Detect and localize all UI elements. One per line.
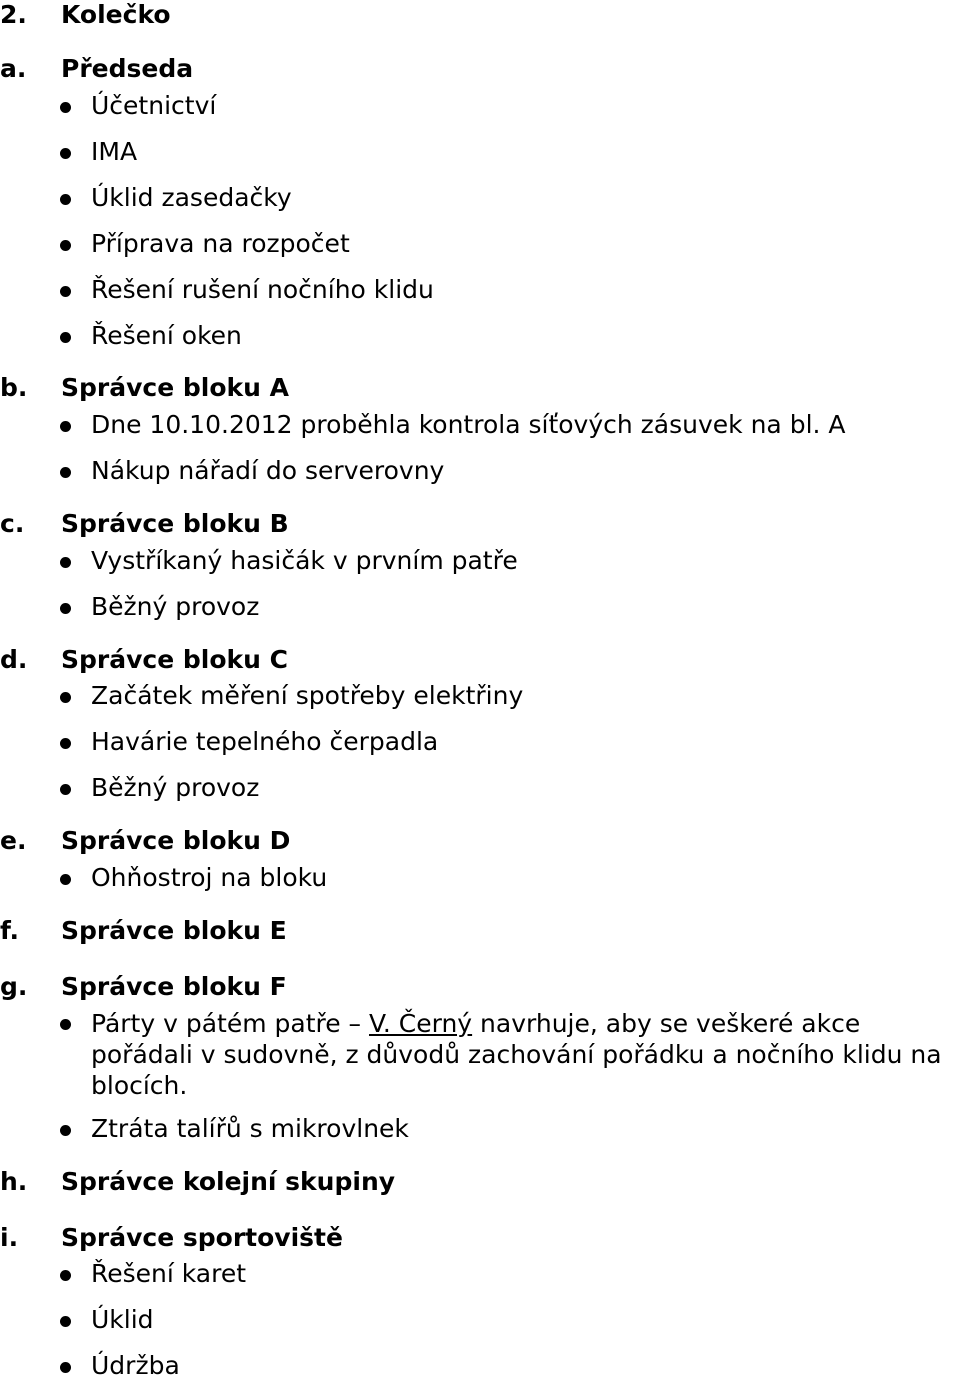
list-item-text: Začátek měření spotřeby elektřiny (91, 681, 524, 710)
list-item-text: Ohňostroj na bloku (91, 863, 328, 892)
item-title: Správce bloku C (61, 645, 288, 674)
list-item-text: Ztráta talířů s mikrovlnek (91, 1114, 409, 1143)
item-title: Správce sportoviště (61, 1223, 343, 1252)
item-marker: i. (0, 1223, 19, 1252)
list-item-text: Dne 10.10.2012 proběhla kontrola síťových zásuvek na bl. A (91, 410, 846, 439)
item-marker: d. (0, 645, 28, 674)
item-title: Správce bloku B (61, 509, 289, 538)
bullet-icon (60, 557, 71, 568)
list-item-text: Běžný provoz (91, 592, 260, 621)
bullet-icon (60, 692, 71, 703)
item-title: Správce bloku A (61, 373, 289, 402)
item-marker: a. (0, 54, 27, 83)
item-title: Správce kolejní skupiny (61, 1167, 396, 1196)
bullet-icon (60, 603, 71, 614)
bullet-icon (60, 738, 71, 749)
list-item-text: Řešení oken (91, 321, 242, 350)
bullet-icon (60, 1362, 71, 1373)
bullet-icon (60, 1019, 71, 1030)
list-item-text: Údržba (91, 1351, 180, 1380)
bullet-icon (60, 874, 71, 885)
list-item-text: Běžný provoz (91, 773, 260, 802)
item-marker: f. (0, 916, 20, 945)
section-title: Kolečko (61, 0, 171, 29)
paragraph-text-end: navrhuje, aby se veškeré akce pořádali v sudovně, z důvodů zachování pořádku a nočního klidu na blocích. (91, 1009, 942, 1100)
item-marker: c. (0, 509, 25, 538)
list-item-text: Nákup nářadí do serverovny (91, 456, 445, 485)
bullet-icon (60, 240, 71, 251)
item-marker: g. (0, 972, 28, 1001)
list-item-text: Úklid zasedačky (91, 183, 292, 212)
bullet-icon (60, 194, 71, 205)
list-item-text: IMA (91, 137, 138, 166)
list-item-text: Úklid (91, 1305, 154, 1334)
item-title: Správce bloku D (61, 826, 291, 855)
list-item-text: Příprava na rozpočet (91, 229, 350, 258)
list-item-text: Vystříkaný hasičák v prvním patře (91, 546, 518, 575)
underlined-name: V. Černý (369, 1009, 473, 1038)
bullet-icon (60, 467, 71, 478)
list-item-text: Účetnictví (91, 91, 217, 120)
bullet-icon (60, 784, 71, 795)
paragraph-text-start: Párty v pátém patře – (91, 1009, 370, 1038)
bullet-icon (60, 421, 71, 432)
bullet-icon (60, 148, 71, 159)
item-marker: e. (0, 826, 27, 855)
bullet-icon (60, 1270, 71, 1281)
item-marker: h. (0, 1167, 28, 1196)
section-number: 2. (0, 0, 27, 29)
list-item-paragraph (91, 1008, 960, 1101)
item-title: Předseda (61, 54, 194, 83)
list-item-text: Řešení karet (91, 1259, 247, 1288)
item-title: Správce bloku E (61, 916, 287, 945)
item-marker: b. (0, 373, 28, 402)
bullet-icon (60, 332, 71, 343)
bullet-icon (60, 286, 71, 297)
bullet-icon (60, 1125, 71, 1136)
bullet-icon (60, 102, 71, 113)
bullet-icon (60, 1316, 71, 1327)
list-item-text: Havárie tepelného čerpadla (91, 727, 439, 756)
list-item-text: Řešení rušení nočního klidu (91, 275, 434, 304)
item-title: Správce bloku F (61, 972, 287, 1001)
